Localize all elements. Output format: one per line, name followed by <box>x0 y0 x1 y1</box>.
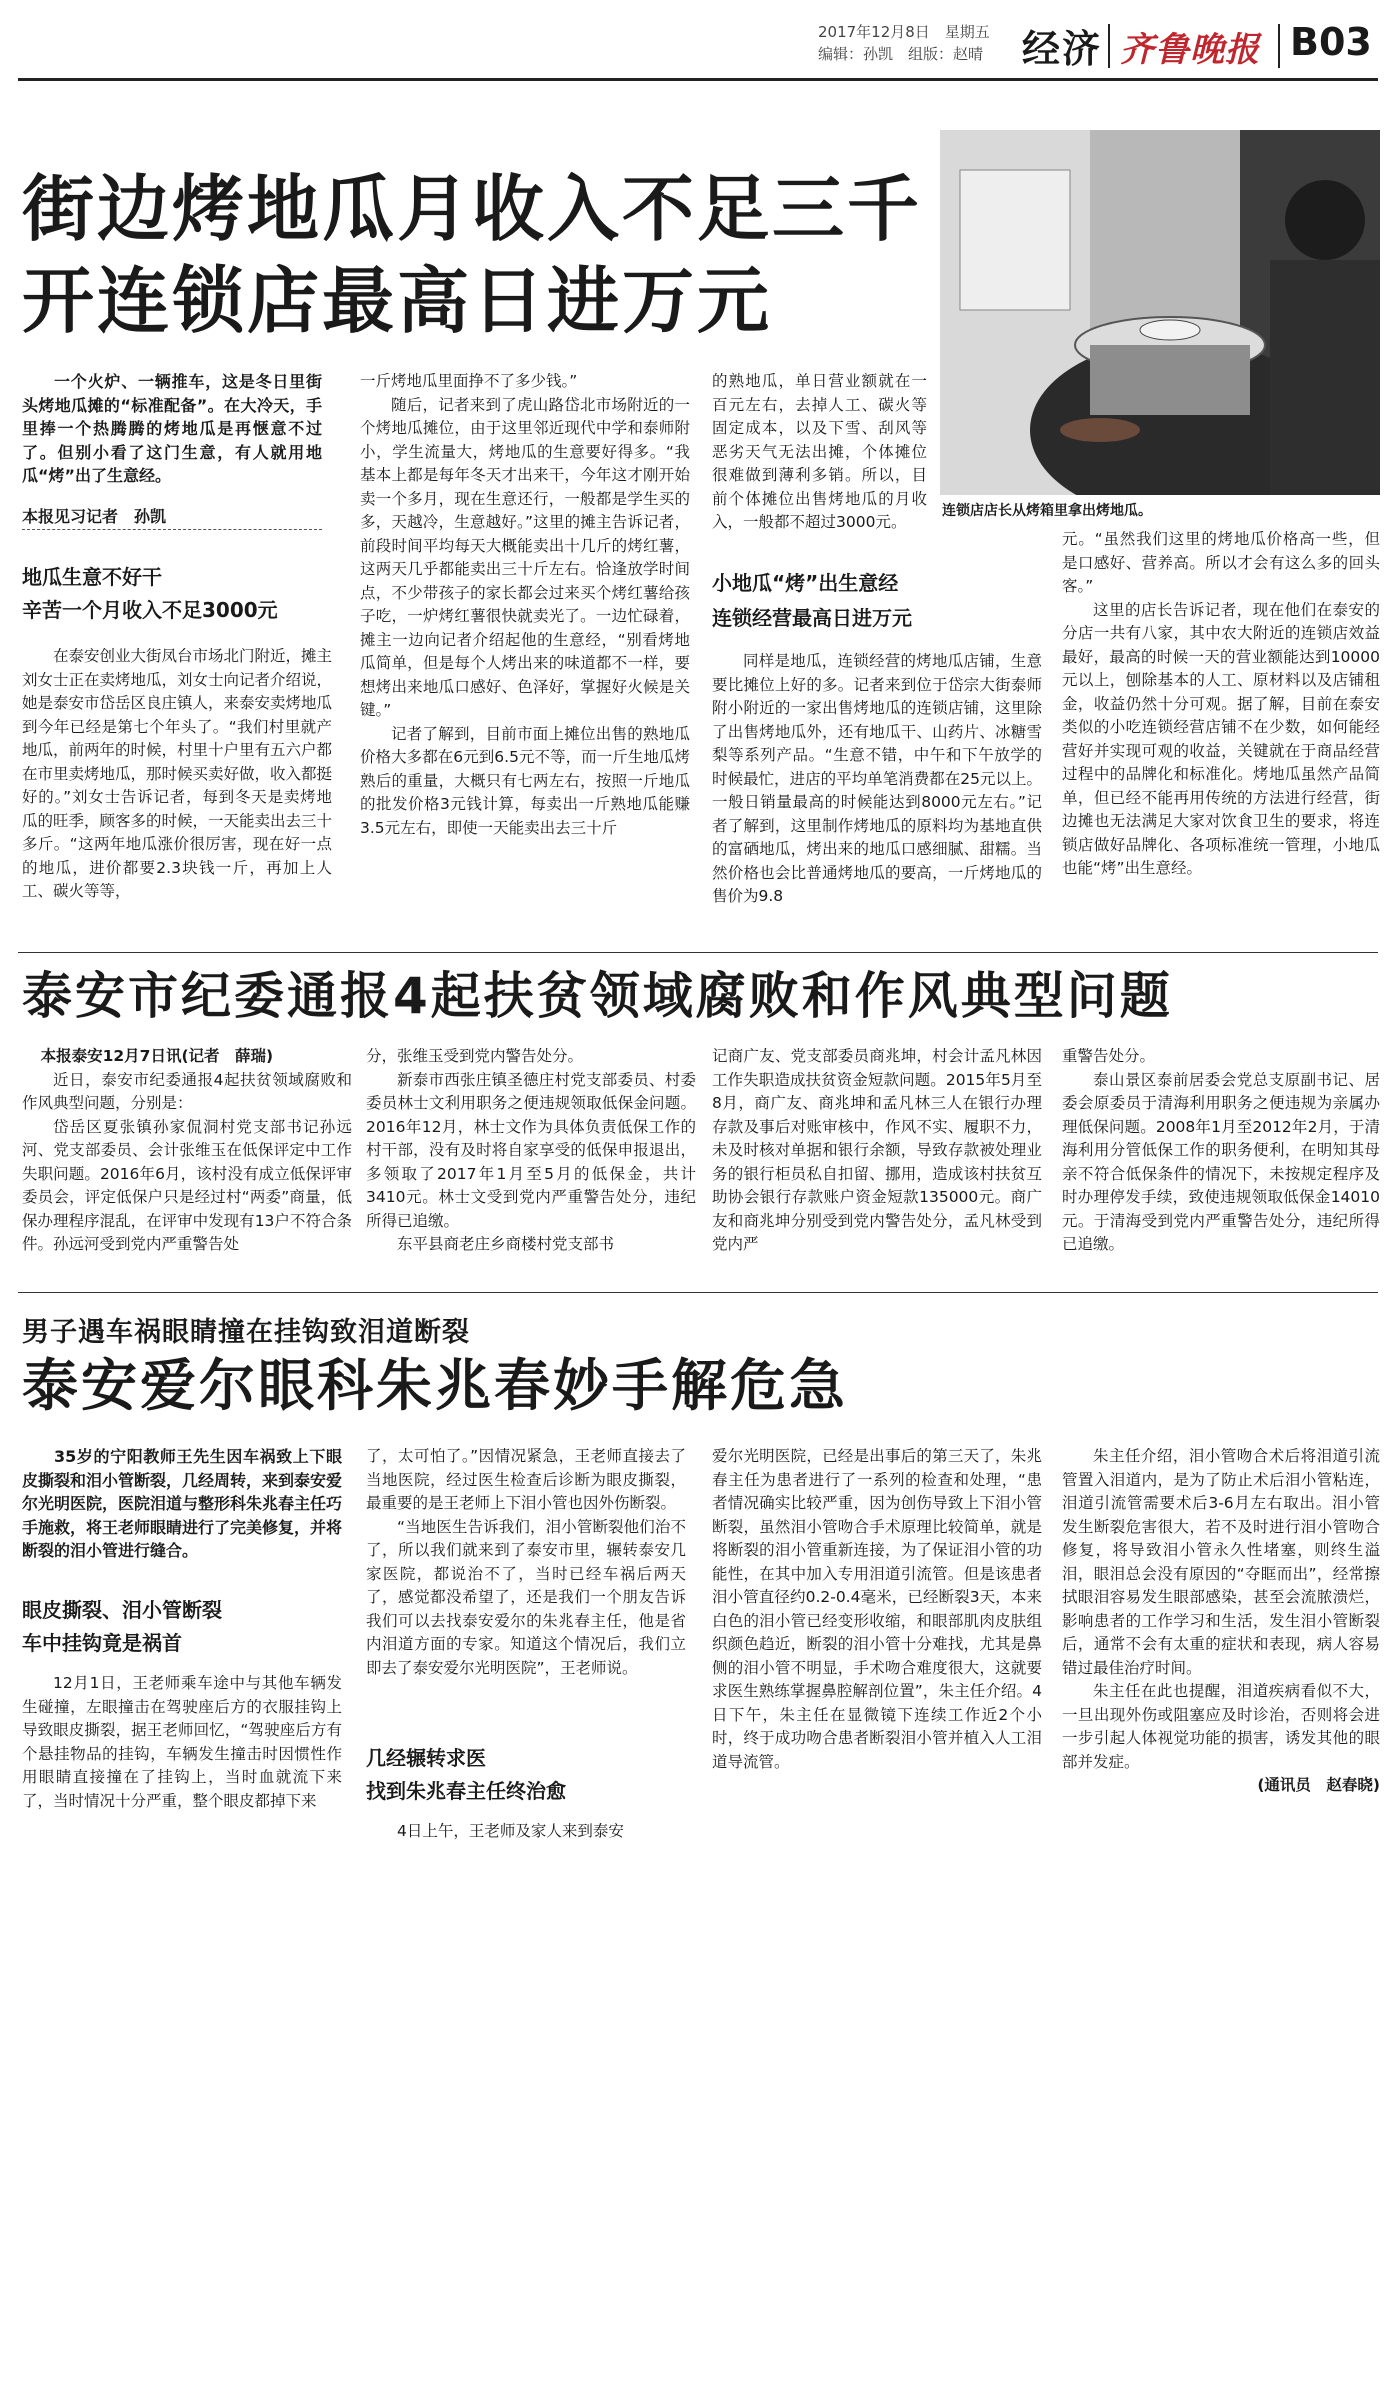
article1-photo-caption: 连锁店店长从烤箱里拿出烤地瓜。 <box>942 503 1152 519</box>
article3-col3-body <box>712 1445 1042 1774</box>
header-divider <box>1108 24 1110 68</box>
article3-subhead1-line1: 眼皮撕裂、泪小管断裂 <box>22 1598 222 1622</box>
page-number: B03 <box>1290 20 1372 64</box>
article1-col1-paragraph: 在泰安创业大街凤台市场北门附近，摊主刘女士正在卖烤地瓜，刘女士向记者介绍说，她是泰安市岱岳区良庄镇人，来泰安卖烤地瓜到今年已经是第七个年头了。“我们村里就产地瓜，前两年的时候，村里十户里有五六户都在市里卖烤地瓜，那时候买卖好做，收入都挺好的。”刘女士告诉记者，每到冬天是卖烤地瓜的旺季，顾客多的时候，一天能卖出去三十多斤。“这两年地瓜涨价很厉害，现在好一点的地瓜，进价都要2.3块钱一斤，再加上人工、碳火等等， <box>22 647 333 900</box>
article1-photo <box>940 130 1380 495</box>
article3-credit: (通讯员 赵春晓) <box>1257 1776 1380 1794</box>
issue-date: 2017年12月8日 星期五 <box>818 23 990 41</box>
article2-col2-paragraph: 东平县商老庄乡商楼村党支部书 <box>397 1235 615 1253</box>
article3-col2-body-bottom <box>366 1820 686 1844</box>
article2-col3-paragraph: 记商广友、党支部委员商兆坤，村会计孟凡林因工作失职造成扶贫资金短款问题。2015年5月至8月，商广友、商兆坤和孟凡林三人在银行办理存款及事后对账审核中，作风不实、履职不力，未及时核对单据和银行余额，导致存款被处理业务的银行柜员私自扣留、挪用，造成该村扶贫互助协会银行存款账户资金短款135000元。商广友和商兆坤分别受到党内警告处分，孟凡林受到党内严 <box>712 1047 1042 1253</box>
article1-subhead2-line1: 小地瓜“烤”出生意经 <box>712 571 899 595</box>
article3-col2-paragraph: 4日上午，王老师及家人来到泰安 <box>397 1822 624 1840</box>
article2-col2-body <box>366 1045 696 1257</box>
article3-subhead2-line1: 几经辗转求医 <box>366 1746 486 1770</box>
article1-col2-paragraph: 记者了解到，目前市面上摊位出售的熟地瓜价格大多都在6元到6.5元不等，而一斤生地瓜烤熟后的重量，大概只有七两左右，按照一斤地瓜的批发价格3元钱计算，每卖出一斤熟地瓜能赚3.5元左右，即使一天能卖出去三十斤 <box>360 724 690 837</box>
article1-subhead1-line1: 地瓜生意不好干 <box>22 565 162 589</box>
article3-col4-body <box>1062 1445 1380 1798</box>
article1-col4-paragraph: 元。“虽然我们这里的烤地瓜价格高一些，但是口感好、营养高。所以才会有这么多的回头客。” <box>1062 530 1380 595</box>
section-title: 经济 <box>1022 27 1103 71</box>
article2-col1-paragraph: 岱岳区夏张镇孙家侃洞村党支部书记孙远河、党支部委员、会计张维玉在低保评定中工作失职问题。2016年6月，该村没有成立低保评审委员会，评定低保户只是经过村“两委”商量，低保办理程序混乱，在评审中发现有13户不符合条件。孙远河受到党内严重警告处 <box>22 1117 352 1253</box>
article2-col2-paragraph: 分，张维玉受到党内警告处分。 <box>366 1047 584 1065</box>
article1-title-line1: 街边烤地瓜月收入不足三千 <box>22 167 923 251</box>
article3-col1-body <box>22 1672 342 1813</box>
article3-col4-paragraph: 朱主任在此也提醒，泪道疾病看似不大，一旦出现外伤或阻塞应及时诊治，否则将会进一步引起人体视觉功能的损害，诱发其他的眼部并发症。 <box>1062 1682 1380 1771</box>
article3-col4-paragraph: 朱主任介绍，泪小管吻合术后将泪道引流管置入泪道内，是为了防止术后泪小管粘连，泪道引流管需要术后3-6月左右取出。泪小管发生断裂危害很大，若不及时进行泪小管吻合修复，将导致泪小管永久性堵塞，则终生溢泪，眼泪总会没有原因的“夺眶而出”，经常擦拭眼泪容易发生眼部感染，甚至会流脓溃烂，影响患者的工作学习和生活，发生泪小管断裂后，通常不会有太重的症状和表现，病人容易错过最佳治疗时间。 <box>1062 1447 1380 1677</box>
article2-title: 泰安市纪委通报4起扶贫领域腐败和作风典型问题 <box>22 967 1173 1025</box>
article1-col1-body <box>22 645 332 904</box>
article3-kicker: 男子遇车祸眼睛撞在挂钩致泪道断裂 <box>22 1317 470 1348</box>
article1-byline: 本报见习记者 孙凯 <box>22 505 322 530</box>
article1-col3-paragraph: 的熟地瓜，单日营业额就在一百元左右，去掉人工、碳火等固定成本，以及下雪、刮风等恶劣天气无法出摊，个体摊位很难做到薄利多销。所以，目前个体摊位出售烤地瓜的月收入，一般都不超过3000元。 <box>712 372 927 531</box>
article3-title: 泰安爱尔眼科朱兆春妙手解危急 <box>22 1354 848 1419</box>
article1-col3-body-top <box>712 370 927 535</box>
article2-col3-body <box>712 1045 1042 1257</box>
article3-subhead2-line2: 找到朱兆春主任终治愈 <box>366 1779 566 1803</box>
article2-col1-body <box>22 1045 352 1257</box>
newspaper-logo: 齐鲁晚报 <box>1120 30 1260 70</box>
article2-col4-body <box>1062 1045 1380 1257</box>
section-divider <box>18 1292 1378 1293</box>
article1-col4-paragraph: 这里的店长告诉记者，现在他们在泰安的分店一共有八家，其中农大附近的连锁店效益最好，最高的时候一天的营业额能达到10000元以上，刨除基本的人工、原材料以及店铺租金，收益仍然十分可观。据了解，目前在泰安类似的小吃连锁经营店铺不在少数，如何能经营好并实现可观的收益，关键就在于商品经营过程中的品牌化和标准化。烤地瓜虽然产品简单，但已经不能再用传统的方法进行经营，街边摊也无法满足大家对饮食卫生的要求，将连锁店做好品牌化、各项标准统一管理，小地瓜也能“烤”出生意经。 <box>1062 600 1380 877</box>
section-divider <box>18 952 1378 953</box>
article3-lead: 35岁的宁阳教师王先生因车祸致上下眼皮撕裂和泪小管断裂，几经周转，来到泰安爱尔光明医院，医院泪道与整形科朱兆春主任巧手施救，将王老师眼睛进行了完美修复，并将断裂的泪小管进行缝合。 <box>22 1447 343 1560</box>
article1-col3-body <box>712 650 1042 909</box>
article3-col1-paragraph: 12月1日，王老师乘车途中与其他车辆发生碰撞，左眼撞击在驾驶座后方的衣服挂钩上导致眼皮撕裂，据王老师回忆，“驾驶座后方有个悬挂物品的挂钩，车辆发生撞击时因惯性作用眼睛直接撞在了挂钩上，当时血就流下来了，当时情况十分严重，整个眼皮都掉下来 <box>22 1674 342 1810</box>
article1-col4-body <box>1062 528 1380 881</box>
article1-col2-paragraph: 随后，记者来到了虎山路岱北市场附近的一个烤地瓜摊位，由于这里邻近现代中学和泰师附小，学生流量大，烤地瓜的生意要好得多。“我基本上都是每年冬天才出来干，今年这才刚开始卖一个多月，现在生意还行，一般都是学生买的多，天越冷，生意越好。”这里的摊主告诉记者，前段时间平均每天大概能卖出十几斤的烤红薯，这两天几乎都能卖出三十斤左右。恰逢放学时间点，不少带孩子的家长都会过来买个烤红薯给孩子吃，一炉烤红薯很快就卖光了。一边忙碌着，摊主一边向记者介绍起他的生意经，“别看烤地瓜简单，但是每个人烤出来的味道都不一样，要想烤出来地瓜口感好、色泽好，掌握好火候是关键。” <box>360 395 690 719</box>
article3-subhead1-line2: 车中挂钩竟是祸首 <box>22 1631 182 1655</box>
article1-col3-paragraph: 同样是地瓜，连锁经营的烤地瓜店铺，生意要比摊位上好的多。记者来到位于岱宗大街泰师附小附近的一家出售烤地瓜的连锁店铺，这里除了出售烤地瓜外，还有地瓜干、山药片、冰糖雪梨等系列产品。“生意不错，中午和下午放学的时候最忙，进店的平均单笔消费都在25元以上。一般日销量最高的时候能达到8000元左右。”记者了解到，这里制作烤地瓜的原料均为基地直供的富硒地瓜，烤出来的地瓜口感细腻、甜糯。当然价格也会比普通烤地瓜的要高，一斤烤地瓜的售价为9.8 <box>712 652 1042 905</box>
article1-subhead2-line2: 连锁经营最高日进万元 <box>712 606 912 630</box>
article2-byline: 本报泰安12月7日讯(记者 薛瑞) <box>40 1047 274 1065</box>
article1-subhead1-line2: 辛苦一个月收入不足3000元 <box>22 598 278 622</box>
article2-col4-paragraph: 泰山景区泰前居委会党总支原副书记、居委会原委员于清海利用职务之便违规为亲属办理低保问题。2008年1月至2012年2月，于清海利用分管低保工作的职务便利，在明知其母亲不符合低保条件的情况下，未按规定程序及时办理停发手续，致使违规领取低保金14010元。于清海受到党内严重警告处分，违纪所得已追缴。 <box>1062 1070 1380 1253</box>
roaster-photo-illustration <box>940 130 1380 495</box>
article1-col2-paragraph: 一斤烤地瓜里面挣不了多少钱。” <box>360 372 578 390</box>
header-divider <box>1278 24 1280 68</box>
editor-credit: 编辑：孙凯 组版：赵晴 <box>818 45 984 63</box>
article2-col2-paragraph: 新泰市西张庄镇圣德庄村党支部委员、村委委员林士文利用职务之便违规领取低保金问题。2016年12月，林士文作为具体负责低保工作的村干部，没有及时将自家享受的低保申报退出，多领取了2017年1月至5月的低保金，共计3410元。林士文受到党内严重警告处分，违纪所得已追缴。 <box>366 1070 696 1230</box>
article1-lead: 一个火炉、一辆推车，这是冬日里街头烤地瓜摊的“标准配备”。在大冷天，手里捧一个热腾腾的烤地瓜是再惬意不过了。但别小看了这门生意，有人就用地瓜“烤”出了生意经。 <box>22 372 322 485</box>
article1-col2-body <box>360 370 690 840</box>
article3-col3-paragraph: 爱尔光明医院，已经是出事后的第三天了，朱兆春主任为患者进行了一系列的检查和处理，“患者情况确实比较严重，因为创伤导致上下泪小管断裂，虽然泪小管吻合手术原理比较简单，就是将断裂的泪小管重新连接，为了保证泪小管的功能性，在其中加入专用泪道引流管。但是该患者泪小管直径约0.2-0.4毫米，已经断裂3天，本来白色的泪小管已经变形收缩，和眼部肌肉皮肤组织颜色趋近，断裂的泪小管十分难找，尤其是鼻侧的泪小管不明显，手术吻合难度很大，这就要求医生熟练掌握鼻腔解剖位置”，朱主任介绍。4日下午，朱主任在显微镜下连续工作近2个小时，终于成功吻合患者断裂泪小管并植入人工泪道导流管。 <box>712 1447 1042 1771</box>
article3-col2-paragraph: 了，太可怕了。”因情况紧急，王老师直接去了当地医院，经过医生检查后诊断为眼皮撕裂，最重要的是王老师上下泪小管也因外伤断裂。 <box>366 1447 686 1512</box>
header-rule <box>18 78 1378 81</box>
article3-col2-body <box>366 1445 686 1680</box>
article2-col1-paragraph: 近日，泰安市纪委通报4起扶贫领域腐败和作风典型问题，分别是： <box>22 1070 352 1112</box>
article1-title-line2: 开连锁店最高日进万元 <box>22 259 773 343</box>
article2-col4-paragraph: 重警告处分。 <box>1062 1047 1156 1065</box>
article3-col2-paragraph: “当地医生告诉我们，泪小管断裂他们治不了，所以我们就来到了泰安市里，辗转泰安几家医院，都说治不了，当时已经车祸后两天了，感觉都没希望了，还是我们一个朋友告诉我们可以去找泰安爱尔的朱兆春主任，他是省内泪道方面的专家。知道这个情况后，我们立即去了泰安爱尔光明医院”，王老师说。 <box>366 1517 686 1677</box>
